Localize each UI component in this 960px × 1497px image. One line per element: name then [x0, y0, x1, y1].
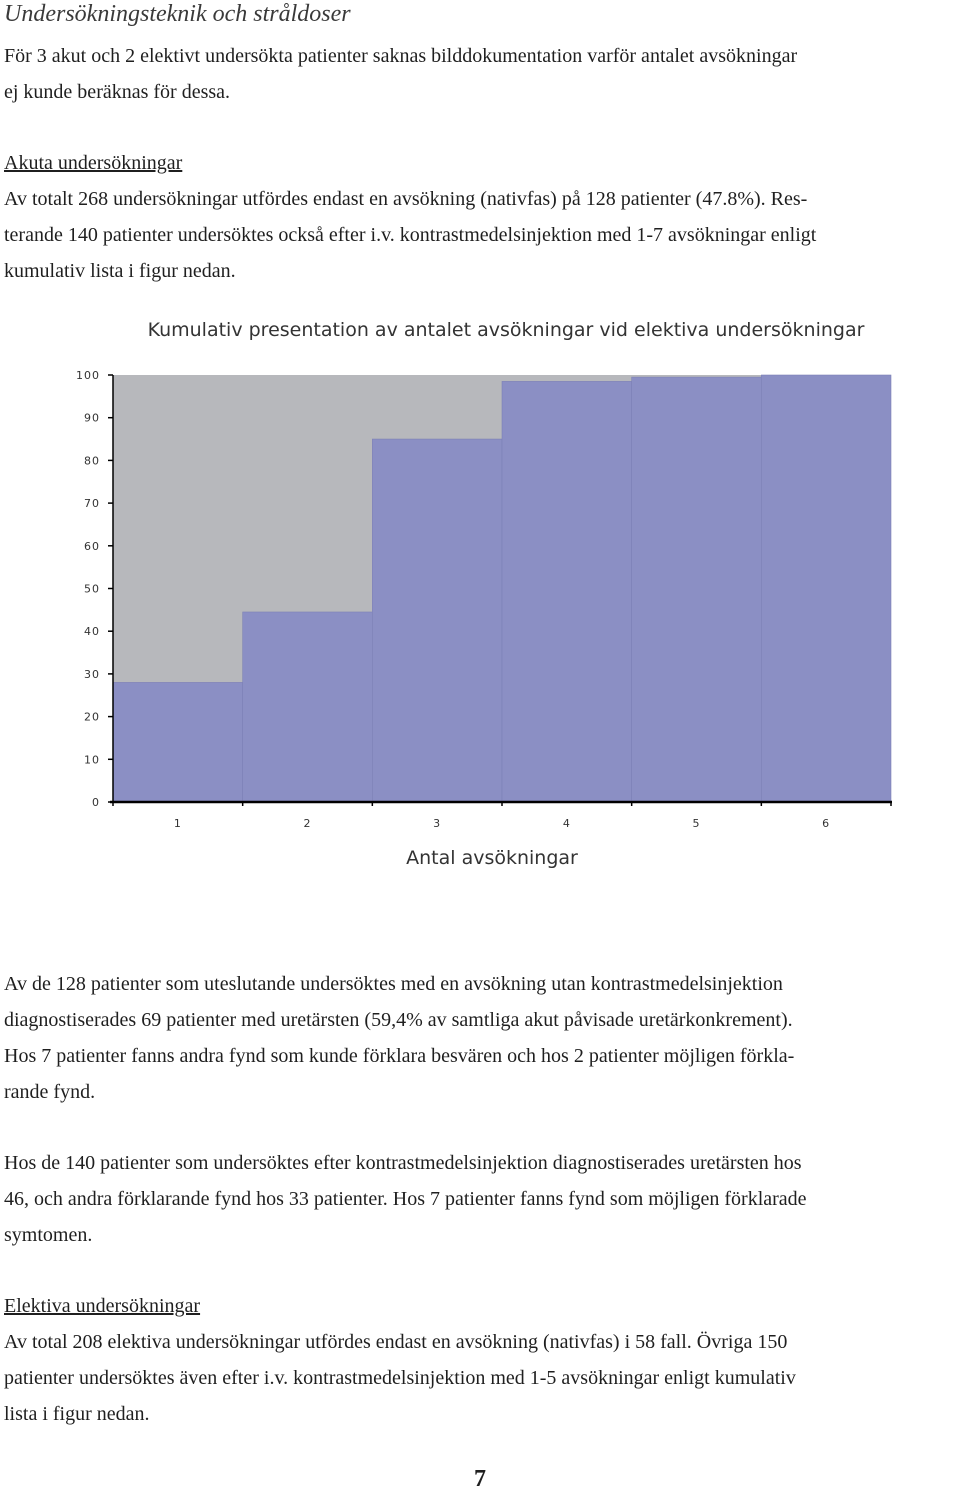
x-tick-label: 3 [433, 817, 442, 830]
x-tick-label: 4 [562, 817, 571, 830]
section-heading: Undersökningsteknik och stråldoser [4, 1, 351, 27]
y-tick-label: 90 [84, 411, 100, 425]
text-line: patienter undersöktes även efter i.v. kontrastmedelsinjektion med 1-5 avsökningar enligt kumulativ [4, 1367, 796, 1389]
x-tick-label: 6 [822, 817, 831, 830]
text-line: lista i figur nedan. [4, 1403, 150, 1425]
text-line: För 3 akut och 2 elektivt undersökta patienter saknas bilddokumentation varför antalet avsökningar [4, 45, 798, 67]
y-tick-label: 100 [76, 369, 100, 382]
y-tick-label: 60 [84, 539, 100, 553]
y-tick-label: 50 [84, 582, 100, 596]
intro-paragraph [4, 38, 957, 110]
acute-section [4, 145, 957, 289]
text-line: symtomen. [4, 1224, 93, 1246]
plot-area [76, 369, 892, 830]
y-tick-label: 0 [92, 796, 100, 809]
bar [761, 375, 891, 802]
text-line: rande fynd. [4, 1081, 96, 1103]
acute-subheading: Akuta undersökningar [4, 152, 183, 174]
cumulative-bar-chart [0, 300, 960, 880]
page-number: 7 [474, 1466, 486, 1492]
y-tick-label: 80 [84, 454, 100, 468]
elective-section [4, 1288, 957, 1432]
text-line: Hos de 140 patienter som undersöktes efter kontrastmedelsinjektion diagnostiserades uretärsten hos [4, 1152, 802, 1174]
bar [632, 377, 762, 802]
text-line: terande 140 patienter undersöktes också efter i.v. kontrastmedelsinjektion med 1-7 avsökningar enligt [4, 224, 817, 246]
x-axis-label: Antal avsökningar [406, 847, 578, 869]
y-tick-label: 20 [84, 710, 100, 724]
elective-subheading: Elektiva undersökningar [4, 1295, 201, 1317]
text-line: ej kunde beräknas för dessa. [4, 81, 231, 103]
chart-title: Kumulativ presentation av antalet avsökningar vid elektiva undersökningar [147, 319, 865, 341]
bar [113, 682, 243, 802]
x-tick-label: 1 [173, 817, 182, 830]
text-line: Hos 7 patienter fanns andra fynd som kunde förklara besvären och hos 2 patienter möjligen förkla- [4, 1045, 795, 1067]
bar [372, 439, 502, 802]
y-tick-label: 10 [84, 753, 100, 767]
text-line: kumulativ lista i figur nedan. [4, 260, 236, 282]
bar [502, 381, 632, 802]
y-tick-label: 30 [84, 667, 100, 681]
text-line: Av total 208 elektiva undersökningar utfördes endast en avsökning (nativfas) i 58 fall. Övriga 150 [4, 1331, 788, 1353]
text-line: 46, och andra förklarande fynd hos 33 patienter. Hos 7 patienter fanns fynd som möjligen förklarade [4, 1188, 807, 1210]
bar [243, 612, 373, 802]
text-line: diagnostiserades 69 patienter med uretärsten (59,4% av samtliga akut påvisade uretärkonkrement). [4, 1009, 793, 1031]
y-tick-label: 40 [84, 625, 100, 639]
x-tick-label: 5 [692, 817, 701, 830]
text-line: Av totalt 268 undersökningar utfördes endast en avsökning (nativfas) på 128 patienter (47.8%). Res- [4, 188, 808, 210]
text-line: Av de 128 patienter som uteslutande undersöktes med en avsökning utan kontrastmedelsinjektion [4, 973, 783, 995]
contrast-results-paragraph [4, 1145, 957, 1253]
x-tick-label: 2 [303, 817, 312, 830]
acute-results-paragraph [4, 966, 957, 1110]
y-tick-label: 70 [84, 497, 100, 511]
